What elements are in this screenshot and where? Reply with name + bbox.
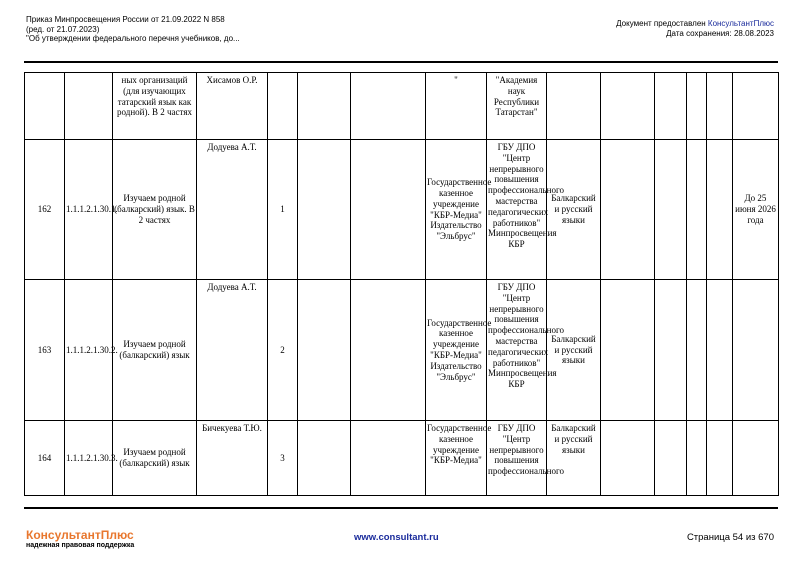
cell-empty	[351, 73, 426, 140]
cell-title: Изучаем родной (балкарский) язык	[113, 421, 197, 496]
cell-empty	[601, 280, 655, 421]
table-row	[25, 280, 779, 421]
cell-empty	[655, 73, 687, 140]
cell-empty	[687, 280, 707, 421]
cell-author: Додуева А.Т.	[197, 280, 268, 421]
cell-lang: Балкарский и русский языки	[547, 421, 601, 496]
cell-grade: 1	[268, 140, 298, 280]
website-link[interactable]: www.consultant.ru	[354, 532, 439, 543]
provided-label: Документ предоставлен	[616, 19, 708, 28]
cell-empty	[351, 421, 426, 496]
header-line-3: "Об утверждении федерального перечня учебников, до...	[26, 34, 240, 43]
cell-author: Додуева А.Т.	[197, 140, 268, 280]
cell-deadline	[733, 73, 779, 140]
cell-publisher: Государственное казенное учреждение "КБР-Медиа" Издательство "Эльбрус"	[426, 280, 487, 421]
consultant-logo	[26, 528, 134, 549]
logo-tagline: надежная правовая поддержка	[26, 542, 135, 549]
cell-deadline	[733, 280, 779, 421]
cell-num	[25, 73, 65, 140]
footer-divider	[24, 507, 778, 509]
cell-publisher: Государственное казенное учреждение "КБР-Медиа" Издательство "Эльбрус"	[426, 140, 487, 280]
cell-code: 1.1.1.2.1.30.2.	[65, 280, 113, 421]
save-date: Дата сохранения: 28.08.2023	[666, 28, 774, 38]
cell-grade: 3	[268, 421, 298, 496]
cell-code: 1.1.1.2.1.30.1.	[65, 140, 113, 280]
header-line-2: (ред. от 21.07.2023)	[26, 24, 100, 34]
cell-empty	[351, 280, 426, 421]
cell-empty	[655, 280, 687, 421]
cell-empty	[601, 140, 655, 280]
document-header	[26, 15, 240, 44]
cell-num: 163	[25, 280, 65, 421]
table-row	[25, 421, 779, 496]
provider-brand-link[interactable]: КонсультантПлюс	[707, 19, 774, 28]
cell-empty	[707, 140, 733, 280]
cell-empty	[707, 421, 733, 496]
cell-title: Изучаем родной (балкарский) язык	[113, 280, 197, 421]
cell-empty	[298, 73, 351, 140]
cell-lang: Балкарский и русский языки	[547, 280, 601, 421]
cell-empty	[298, 280, 351, 421]
cell-empty	[298, 421, 351, 496]
cell-empty	[687, 421, 707, 496]
cell-lang: Балкарский и русский языки	[547, 140, 601, 280]
cell-empty	[601, 73, 655, 140]
cell-grade: 2	[268, 280, 298, 421]
cell-code: 1.1.1.2.1.30.3.	[65, 421, 113, 496]
cell-empty	[707, 280, 733, 421]
cell-empty	[351, 140, 426, 280]
cell-publisher: Государственное казенное учреждение "КБР-Медиа"	[426, 421, 487, 496]
cell-grade	[268, 73, 298, 140]
cell-empty	[687, 140, 707, 280]
cell-deadline	[733, 421, 779, 496]
cell-org: ГБУ ДПО "Центр непрерывного повышения профессионального мастерства педагогических работников" Минпросвещения КБР	[487, 140, 547, 280]
cell-empty	[601, 421, 655, 496]
cell-empty	[655, 421, 687, 496]
cell-org: "Академия наук Республики Татарстан"	[487, 73, 547, 140]
cell-lang	[547, 73, 601, 140]
cell-publisher: "	[426, 73, 487, 140]
cell-empty	[687, 73, 707, 140]
table-row	[25, 140, 779, 280]
table-row	[25, 73, 779, 140]
cell-empty	[707, 73, 733, 140]
cell-org: ГБУ ДПО "Центр непрерывного повышения профессионального мастерства педагогических работников" Минпросвещения КБР	[487, 280, 547, 421]
logo-text: КонсультантПлюс	[26, 528, 134, 542]
cell-title: ных организаций (для изучающих татарский язык как родной). В 2 частях	[113, 73, 197, 140]
cell-num: 162	[25, 140, 65, 280]
cell-title: Изучаем родной (балкарский) язык. В 2 частях	[113, 140, 197, 280]
textbook-table	[24, 72, 779, 496]
cell-org: ГБУ ДПО "Центр непрерывного повышения профессионального	[487, 421, 547, 496]
cell-deadline: До 25 июня 2026 года	[733, 140, 779, 280]
cell-empty	[298, 140, 351, 280]
cell-empty	[655, 140, 687, 280]
header-divider	[24, 61, 778, 63]
cell-num: 164	[25, 421, 65, 496]
provider-info	[616, 19, 774, 38]
header-line-1: Приказ Минпросвещения России от 21.09.2022 N 858	[26, 15, 225, 24]
cell-code	[65, 73, 113, 140]
cell-author: Бичекуева Т.Ю.	[197, 421, 268, 496]
cell-author: Хисамов О.Р.	[197, 73, 268, 140]
page-number: Страница 54 из 670	[686, 532, 774, 543]
